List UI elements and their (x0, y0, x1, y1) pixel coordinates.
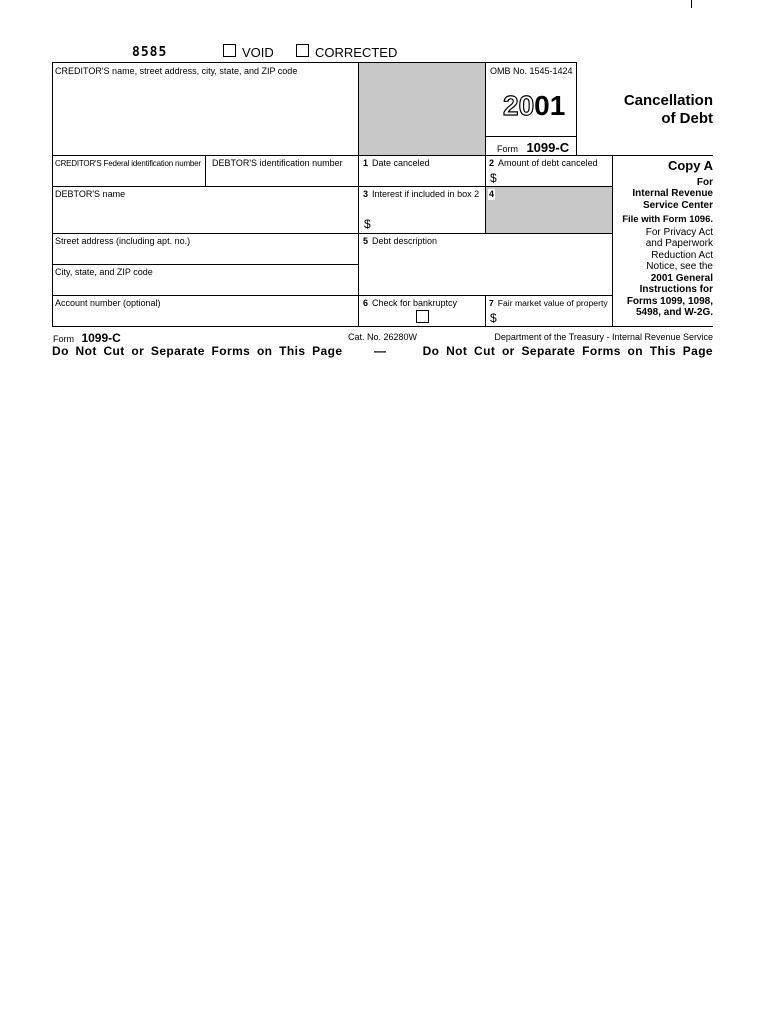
box7-label: 7 Fair market value of property (489, 298, 608, 308)
date-canceled-field[interactable] (359, 170, 484, 185)
city-state-zip-label: City, state, and ZIP code (55, 267, 153, 277)
shaded-area-top (359, 63, 485, 155)
void-checkbox[interactable] (223, 44, 236, 57)
copy-title: Copy A (667, 158, 713, 173)
tax-year (503, 90, 565, 122)
street-address-field[interactable] (53, 248, 357, 263)
omb-number: OMB No. 1545-1424 (490, 66, 573, 76)
box2-dollar-sign: $ (490, 171, 497, 185)
amount-canceled-field[interactable] (500, 170, 610, 185)
form-label-name: 1099-C (526, 140, 570, 155)
do-not-cut-right: Do Not Cut or Separate Forms on This Page (422, 344, 713, 358)
footer-form-name: 1099-C (81, 331, 121, 345)
footer-form-prefix: Form (53, 334, 74, 344)
shaded-area-box4 (486, 187, 612, 233)
box5-label: 5 Debt description (363, 236, 438, 246)
debtor-id-label: DEBTOR'S identification number (212, 158, 343, 168)
box4-label: 4 (489, 189, 495, 199)
department-line: Department of the Treasury - Internal Revenue Service (494, 332, 713, 342)
street-address-label: Street address (including apt. no.) (55, 236, 191, 246)
city-state-zip-field[interactable] (53, 279, 357, 294)
debtor-name-field[interactable] (53, 201, 357, 232)
debtor-id-field[interactable] (206, 170, 357, 185)
copy-line: Forms 1099, 1098, (626, 296, 713, 307)
form-code: 8585 (132, 45, 168, 60)
account-number-label: Account number (optional) (55, 298, 161, 308)
copy-line: 2001 General (650, 273, 713, 284)
top-edge-mark (691, 0, 692, 8)
box7-dollar-sign: $ (490, 311, 497, 325)
debt-description-field[interactable] (359, 248, 611, 294)
debtor-name-label: DEBTOR'S name (55, 189, 126, 199)
copy-line: For (696, 177, 713, 188)
corrected-label: CORRECTED (315, 45, 398, 60)
copy-line: File with Form 1096. (622, 214, 713, 225)
copy-line: Instructions for (639, 284, 713, 295)
fair-market-value-field[interactable] (500, 310, 610, 325)
copy-line: Notice, see the (646, 261, 713, 272)
form-title-line2: of Debt (661, 110, 713, 127)
copy-line: Reduction Act (651, 250, 713, 261)
box2-label: 2 Amount of debt canceled (489, 158, 598, 168)
box3-label: 3 Interest if included in box 2 (363, 189, 480, 199)
account-number-field[interactable] (53, 310, 357, 325)
box1-label: 1 Date canceled (363, 158, 430, 168)
box3-dollar-sign: $ (364, 217, 371, 231)
copy-line: and Paperwork (645, 238, 713, 249)
bankruptcy-checkbox[interactable] (416, 310, 429, 323)
tax-year-prefix: 20 (503, 90, 535, 121)
form-label (497, 139, 569, 157)
void-label: VOID (242, 45, 274, 60)
corrected-checkbox[interactable] (296, 44, 309, 57)
form-label-prefix: Form (497, 144, 518, 154)
box6-label: 6 Check for bankruptcy (363, 298, 458, 308)
copy-line: 5498, and W-2G. (635, 307, 713, 318)
interest-field[interactable] (374, 214, 484, 232)
creditor-fid-field[interactable] (53, 170, 204, 185)
do-not-cut-left: Do Not Cut or Separate Forms on This Page (52, 344, 343, 358)
catalog-number: Cat. No. 26280W (348, 332, 418, 342)
creditor-fid-label: CREDITOR'S Federal identification number (55, 159, 201, 168)
copy-line: Internal Revenue (632, 188, 713, 199)
do-not-cut-dash: — (374, 344, 386, 358)
creditor-name-field[interactable] (53, 78, 357, 154)
form-title-line1: Cancellation (623, 92, 713, 109)
copy-line: Service Center (642, 200, 713, 211)
tax-year-suffix: 01 (534, 90, 566, 121)
copy-line: For Privacy Act (645, 227, 713, 238)
creditor-name-label: CREDITOR'S name, street address, city, state, and ZIP code (55, 66, 298, 76)
